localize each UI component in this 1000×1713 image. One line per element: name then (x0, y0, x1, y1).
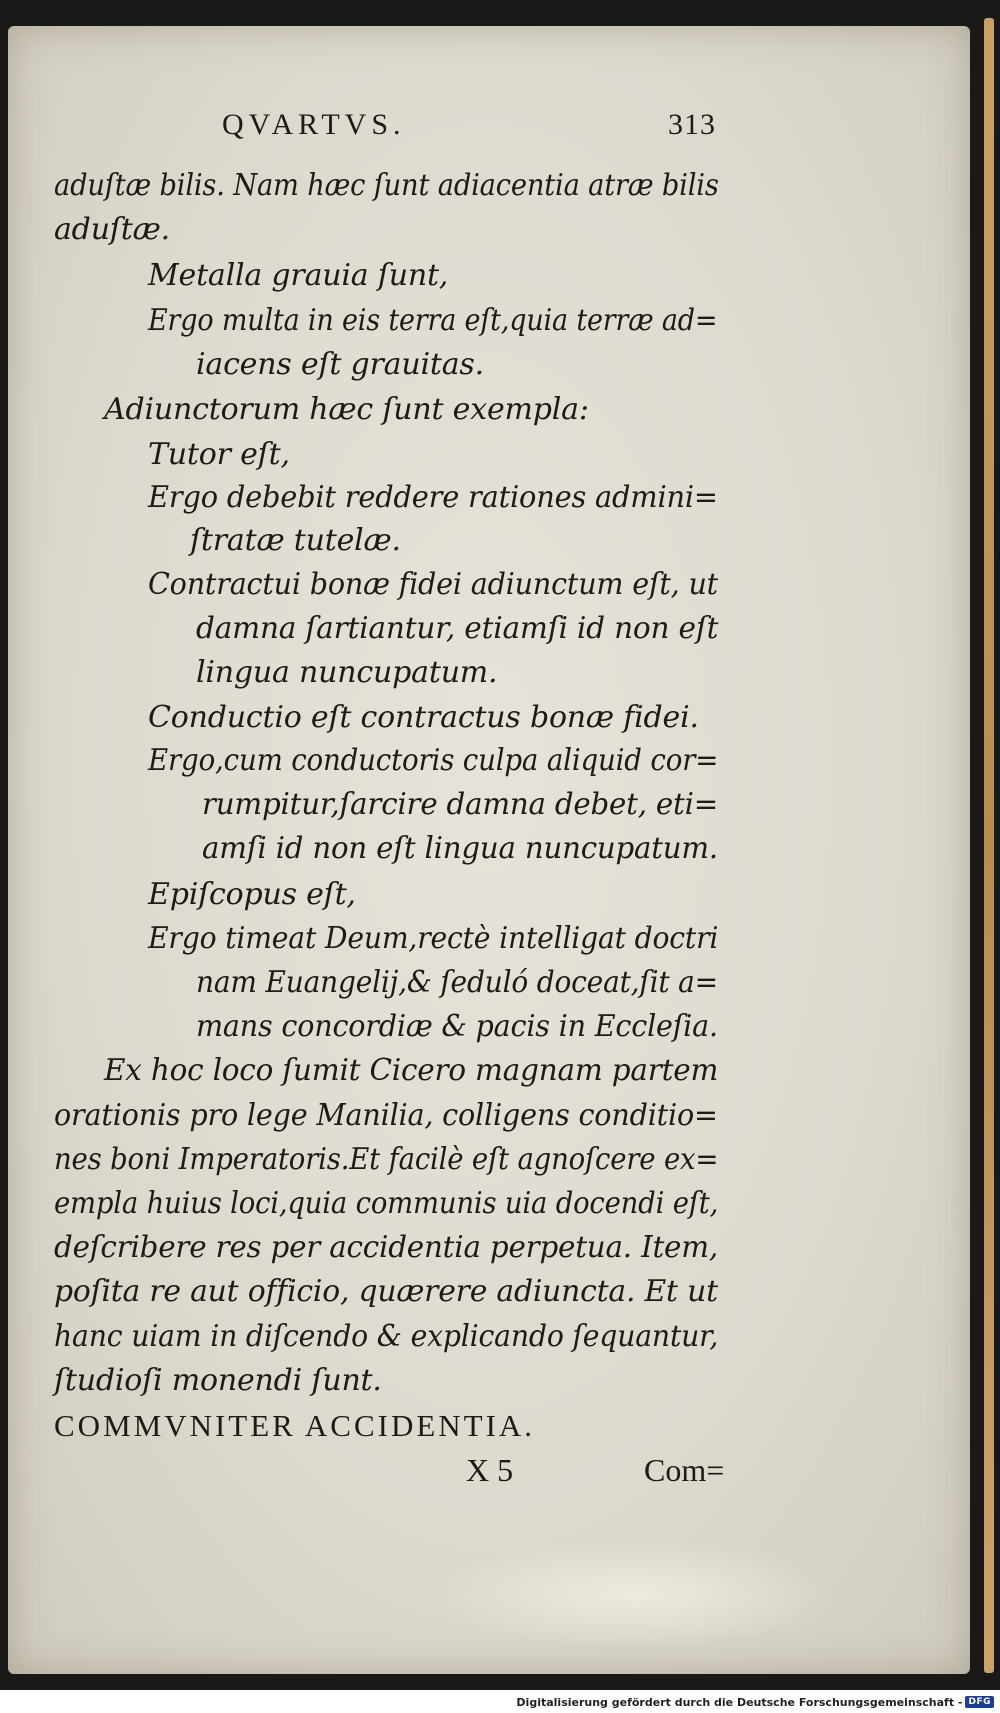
catchword: Com= (644, 1452, 725, 1488)
text-line: nam Euangelij,& ſeduló doceat,ſit a= (196, 965, 718, 1000)
digitization-credit (516, 1693, 994, 1711)
text-line: Conductio eſt contractus bonæ fidei. (148, 700, 699, 735)
text-line: amſi id non eſt lingua nuncupatum. (202, 831, 719, 866)
text-line: ſtratæ tutelæ. (190, 523, 401, 558)
text-line: aduſtæ bilis. Nam hæc ſunt adiacentia atræ bilis (54, 168, 719, 203)
text-line: Contractui bonæ fidei adiunctum eſt, ut (148, 567, 718, 602)
text-line: poſita re aut officio, quærere adiuncta. Et ut (54, 1274, 718, 1309)
text-line: Ergo debebit reddere rationes admini= (148, 480, 718, 515)
text-line: aduſtæ. (54, 212, 170, 247)
text-line: empla huius loci,quia communis uia docendi eſt, (54, 1186, 719, 1221)
dfg-logo: DFG (965, 1696, 994, 1708)
text-line: Epiſcopus eſt, (148, 877, 356, 912)
credit-text: Digitalisierung gefördert durch die Deutsche Forschungsgemeinschaft - (516, 1695, 963, 1709)
text-line: deſcribere res per accidentia perpetua. Item, (54, 1230, 718, 1265)
text-line: orationis pro lege Manilia, colligens conditio= (54, 1098, 718, 1133)
text-line: Ex hoc loco ſumit Cicero magnam partem (104, 1053, 719, 1088)
text-line: Tutor eſt, (148, 437, 290, 472)
text-line: damna ſartiantur, etiamſi id non eſt (196, 611, 719, 646)
running-title: QVARTVS. (222, 108, 406, 141)
text-line: Ergo,cum conductoris culpa aliquid cor= (148, 743, 719, 778)
text-line: Ergo multa in eis terra eſt,quia terræ ad= (148, 303, 718, 338)
text-line: ſtudioſi monendi ſunt. (54, 1363, 382, 1398)
text-line: rumpitur,ſarcire damna debet, eti= (202, 787, 719, 822)
section-heading: COMMVNITER ACCIDENTIA. (54, 1408, 536, 1443)
text-line: nes boni Imperatoris.Et facilè eſt agnoſcere ex= (54, 1142, 719, 1177)
text-line: Ergo timeat Deum,rectè intelligat doctri (148, 921, 719, 956)
text-line: Adiunctorum hæc ſunt exempla: (104, 392, 589, 427)
text-line: mans concordiæ & pacis in Eccleſia. (196, 1009, 718, 1044)
text-line: iacens eſt grauitas. (196, 347, 484, 382)
page-number: 313 (668, 108, 716, 141)
signature-mark: X 5 (466, 1452, 514, 1488)
text-line: hanc uiam in diſcendo & explicando ſequantur, (54, 1319, 719, 1354)
text-line: Metalla grauia ſunt, (148, 258, 449, 293)
text-line: lingua nuncupatum. (196, 655, 498, 690)
